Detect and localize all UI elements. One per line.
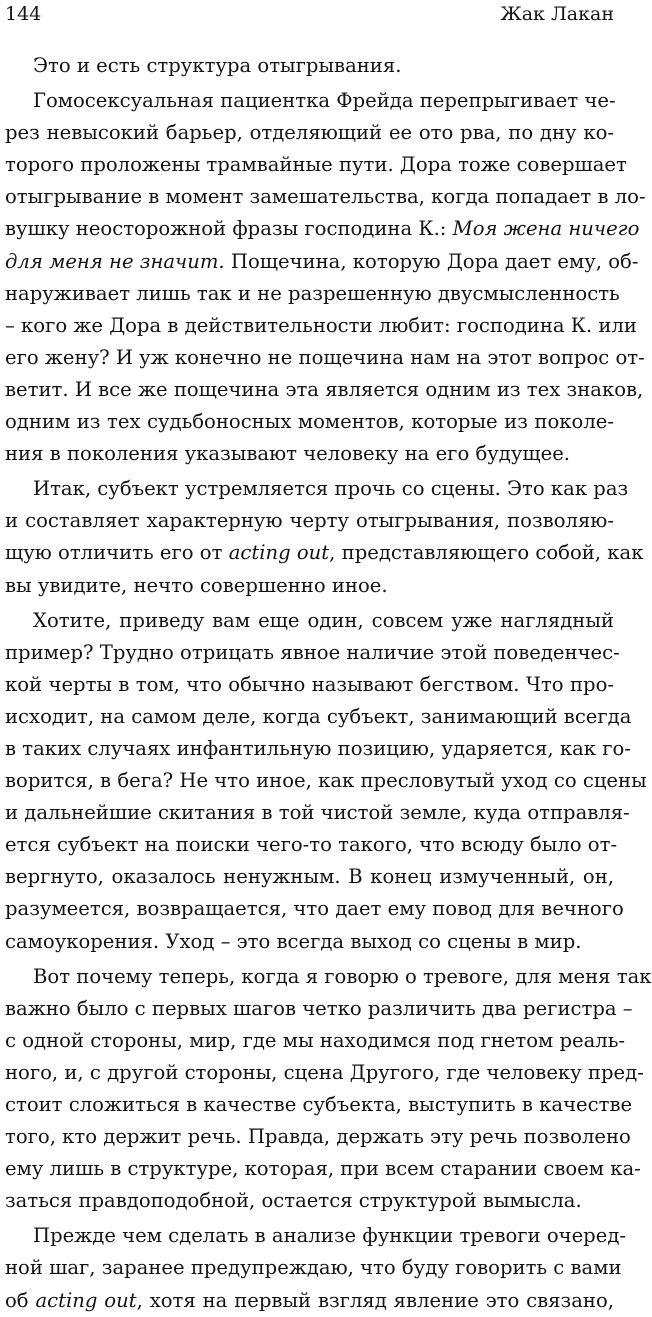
text-line: ется субъект на поиски чего-то такого, что всюду было от- [5,833,618,857]
page-number: 144 [5,3,42,25]
italic-text-run: acting out [228,541,330,565]
text-line: ворится, в бега? Не что иное, как пресловутый уход со сцены [5,769,647,793]
text-line: ной шаг, заранее предупреждаю, что буду говорить с вами [5,1256,622,1280]
text-line: разумеется, возвращается, что дает ему повод для вечного [5,897,624,921]
italic-text-run: Моя жена ничего [452,217,640,241]
text-line: ного, и, с другой стороны, сцена Другого, где человеку пред- [5,1060,644,1084]
text-line: и дальнейшие скитания в той чистой земле, куда отправля- [5,801,630,825]
text-line [5,246,639,278]
text-run: , представляющего собой, как [329,541,644,565]
italic-text-run: для меня не значит. [5,249,225,273]
text-line: его жену? И уж конечно не пощечина нам на этот вопрос от- [5,345,645,369]
text-line: рез невысокий барьер, отделяющий ее ото рва, по дну ко- [5,121,614,145]
text-line: вергнуто, оказалось ненужным. В конец измученный, он, [5,865,614,889]
text-line: Гомосексуальная пациентка Фрейда перепрыгивает че- [33,89,616,113]
text-line: и составляет характерную черту отыгрывания, позволяю- [5,509,614,533]
text-line [5,213,640,245]
text-line: торого проложены трамвайные пути. Дора тоже совершает [5,153,627,177]
text-run: Пощечина, которую Дора дает ему, об- [224,249,639,273]
text-line: наруживает лишь так и не разрешенную двусмысленность [5,281,620,305]
text-line: – кого же Дора в действительности любит: господина К. или [5,313,637,337]
text-line: отыгрывание в момент замешательства, когда попадает в ло- [5,185,646,209]
text-line: в таких случаях инфантильную позицию, ударяется, как го- [5,736,631,760]
text-line: важно было с первых шагов четко различить два регистра – [5,996,633,1020]
text-line [5,1285,614,1317]
body-text [5,50,652,1317]
text-line: Хотите, приведу вам еще один, совсем уже наглядный [33,608,614,632]
text-line: Это и есть структура отыгрывания. [33,54,402,77]
running-title: Жак Лакан [500,3,614,25]
text-line: Итак, субъект устремляется прочь со сцены. Это как раз [33,477,629,501]
text-line: кой черты в том, что обычно называют бегством. Что про- [5,672,614,696]
text-line: пример? Трудно отрицать явное наличие этой поведенчес- [5,640,620,664]
text-run: вушку неосторожной фразы господина К.: [5,217,453,241]
text-line: ния в поколения указывают человеку на его будущее. [5,442,571,466]
text-line: заться правдоподобной, остается структурой вымысла. [5,1189,582,1213]
italic-text-run: acting out [35,1288,137,1312]
text-line: с одной стороны, мир, где мы находимся под гнетом реаль- [5,1028,626,1052]
text-line: исходит, на самом деле, когда субъект, занимающий всегда [5,704,632,728]
text-line: того, кто держит речь. Правда, держать эту речь позволено [5,1125,631,1149]
text-run: , хотя на первый взгляд явление это связано, [136,1288,614,1312]
text-line: ветит. И все же пощечина эта является одним из тех знаков, [5,377,644,401]
text-line: стоит сложиться в качестве субъекта, выступить в качестве [5,1093,633,1116]
text-line: вы увидите, нечто совершенно иное. [5,573,388,597]
text-run: щую отличить его от [5,541,229,565]
text-line: Вот почему теперь, когда я говорю о тревоге, для меня так [33,964,652,988]
text-line: одним из тех судьбоносных моментов, которые из поколе- [5,410,614,434]
text-run: об [5,1288,36,1312]
text-line [5,537,644,569]
text-line: самоукорения. Уход – это всегда выход со сцены в мир. [5,929,582,953]
running-head [5,0,614,28]
text-line: Прежде чем сделать в анализе функции тревоги очеред- [33,1224,626,1248]
text-line: ему лишь в структуре, которая, при всем старании своем ка- [5,1157,641,1181]
